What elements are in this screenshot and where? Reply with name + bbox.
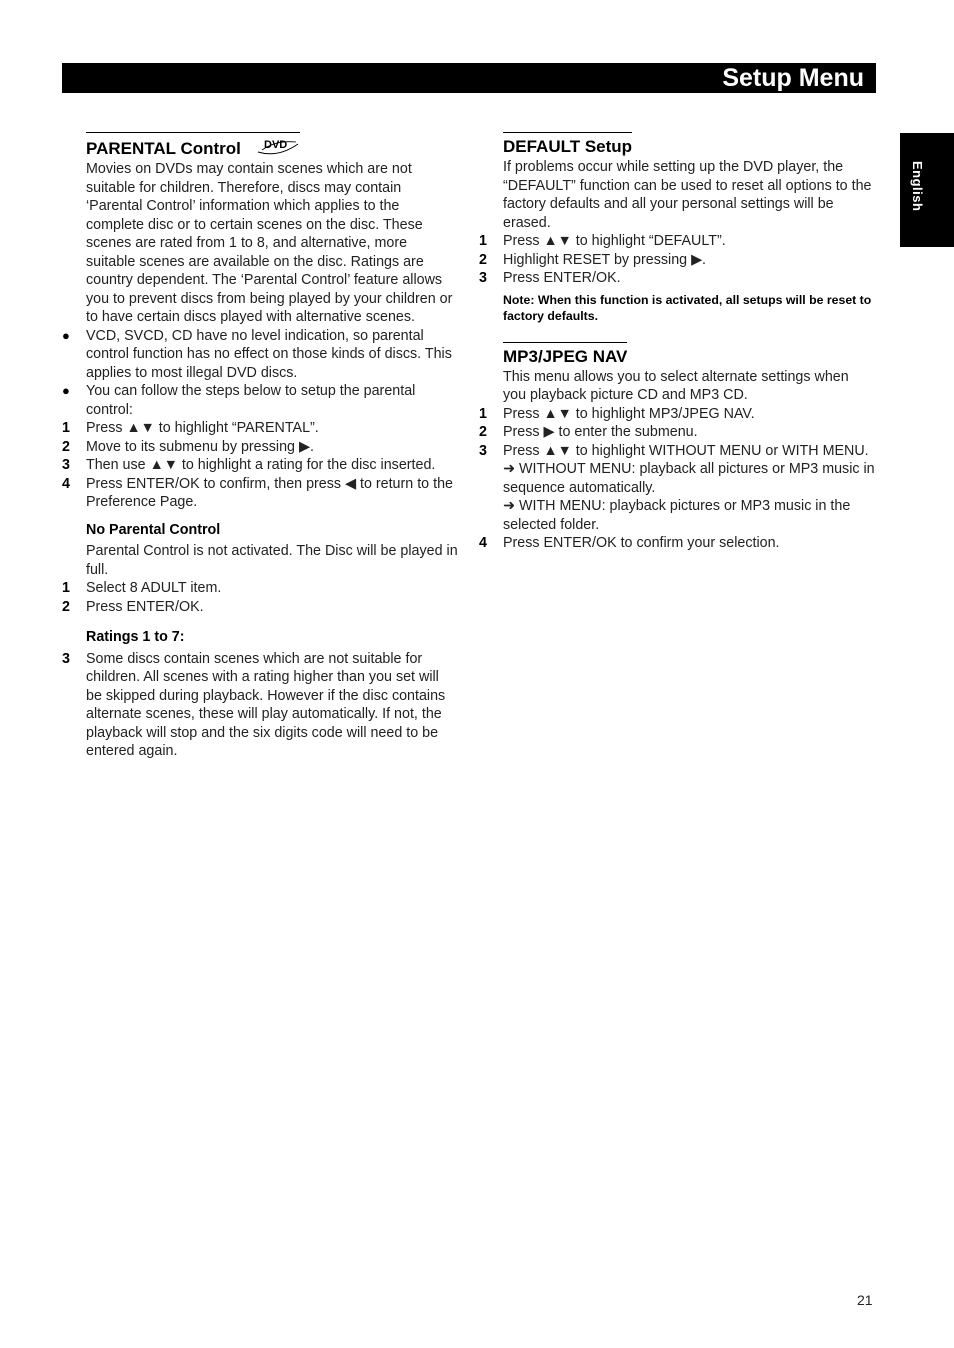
step-number: 3 <box>479 270 487 286</box>
step-number: 1 <box>479 405 487 422</box>
page-number: 21 <box>857 1292 873 1308</box>
step-number: 1 <box>62 420 70 436</box>
mp3-option-without-menu <box>503 460 875 497</box>
step-number: 1 <box>62 580 70 596</box>
step-item <box>479 251 875 270</box>
step-text: Press ▲▼ to highlight MP3/JPEG NAV. <box>503 405 755 422</box>
step-item <box>479 232 875 251</box>
right-arrow-icon: ➜ <box>503 498 515 514</box>
default-setup-note: Note: When this function is activated, all setups will be reset to factory defaults. <box>503 292 872 323</box>
step-text: Press ENTER/OK. <box>86 598 204 615</box>
option-text: WITHOUT MENU: playback all pictures or MP3 music in sequence automatically. <box>503 461 875 496</box>
step-number: 1 <box>479 233 487 249</box>
parental-control-heading-text: PARENTAL Control <box>86 139 241 158</box>
ratings-heading: Ratings 1 to 7: <box>86 629 185 645</box>
no-parental-text: Parental Control is not activated. The Disc will be played in full. <box>86 543 458 578</box>
option-text: WITH MENU: playback pictures or MP3 music in the selected folder. <box>503 498 851 533</box>
step-item <box>62 598 458 617</box>
step-number: 2 <box>62 598 70 615</box>
step-text: Press ▲▼ to highlight “PARENTAL”. <box>86 420 319 436</box>
step-item <box>62 419 458 438</box>
step-text: Press ENTER/OK to confirm, then press ◀ to return to the Preference Page. <box>86 475 453 510</box>
no-parental-heading: No Parental Control <box>86 521 221 538</box>
step-item <box>479 423 875 442</box>
language-tab <box>900 133 954 247</box>
left-column <box>62 132 458 761</box>
step-item <box>479 405 875 424</box>
step-number: 4 <box>62 475 70 492</box>
step-number: 3 <box>479 442 487 459</box>
step-item <box>479 442 875 461</box>
parental-intro: Movies on DVDs may contain scenes which are not suitable for children. Therefore, discs may contain ‘Parental Control’ information which applies to the complete disc or to certain scenes on the disc. These scenes are rated from 1 to 8, and alternative, more suitable scenes are available on the disc. Ratings are country dependent. The ‘Parental Control’ feature allows you to prevent discs from being played by your children or to have certain discs played with alternative scenes. <box>86 161 453 325</box>
step-item <box>62 579 458 598</box>
step-text: Highlight RESET by pressing ▶. <box>503 251 707 268</box>
step-text: Move to its submenu by pressing ▶. <box>86 438 314 455</box>
step-number: 3 <box>62 650 70 667</box>
language-tab-label: English <box>910 161 925 212</box>
step-text: Press ENTER/OK to confirm your selection. <box>503 535 780 551</box>
parental-control-heading <box>86 132 300 160</box>
mp3-option-with-menu <box>503 497 875 534</box>
dvd-logo-text: DVD <box>263 139 287 151</box>
list-item <box>62 382 458 419</box>
step-item <box>479 534 875 553</box>
bullet-marker: ● <box>62 383 70 398</box>
step-text: Press ▲▼ to highlight “DEFAULT”. <box>503 233 726 249</box>
step-text: Select 8 ADULT item. <box>86 580 222 596</box>
right-column <box>479 132 875 553</box>
step-item <box>62 475 458 512</box>
step-number: 2 <box>479 424 487 440</box>
mp3-jpeg-nav-intro: This menu allows you to select alternate settings when you playback picture CD and MP3 CD. <box>503 368 849 403</box>
step-text: Some discs contain scenes which are not suitable for children. All scenes with a rating higher than you set will be skipped during playback. However if the disc contains alternate scenes, these will play automatically. If not, the playback will stop and the six digits code will need to be entered again. <box>86 650 446 759</box>
mp3-jpeg-nav-heading: MP3/JPEG NAV <box>503 342 627 368</box>
step-number: 4 <box>479 535 487 551</box>
page-title: Setup Menu <box>722 64 864 92</box>
dvd-logo-icon <box>256 136 300 156</box>
bullet-marker: ● <box>62 327 70 343</box>
page-header-bar <box>62 63 876 93</box>
step-item <box>62 456 458 475</box>
step-number: 2 <box>62 438 70 455</box>
default-setup-intro: If problems occur while setting up the DVD player, the “DEFAULT” function can be used to reset all options to the factory defaults and all your personal settings will be erased. <box>503 159 872 231</box>
bullet-text: You can follow the steps below to setup the parental control: <box>86 383 416 418</box>
step-item <box>479 269 875 288</box>
step-text: Press ▲▼ to highlight WITHOUT MENU or WITH MENU. <box>503 442 869 459</box>
step-number: 3 <box>62 457 70 473</box>
step-text: Press ▶ to enter the submenu. <box>503 424 698 440</box>
step-text: Then use ▲▼ to highlight a rating for the disc inserted. <box>86 457 436 473</box>
step-text: Press ENTER/OK. <box>503 270 621 286</box>
default-setup-heading: DEFAULT Setup <box>503 132 632 158</box>
list-item <box>62 327 458 383</box>
step-item <box>62 438 458 457</box>
step-number: 2 <box>479 251 487 268</box>
bullet-text: VCD, SVCD, CD have no level indication, so parental control function has no effect on those kinds of discs. This applies to most illegal DVD discs. <box>86 327 452 381</box>
step-item <box>62 650 458 761</box>
right-arrow-icon: ➜ <box>503 461 515 477</box>
